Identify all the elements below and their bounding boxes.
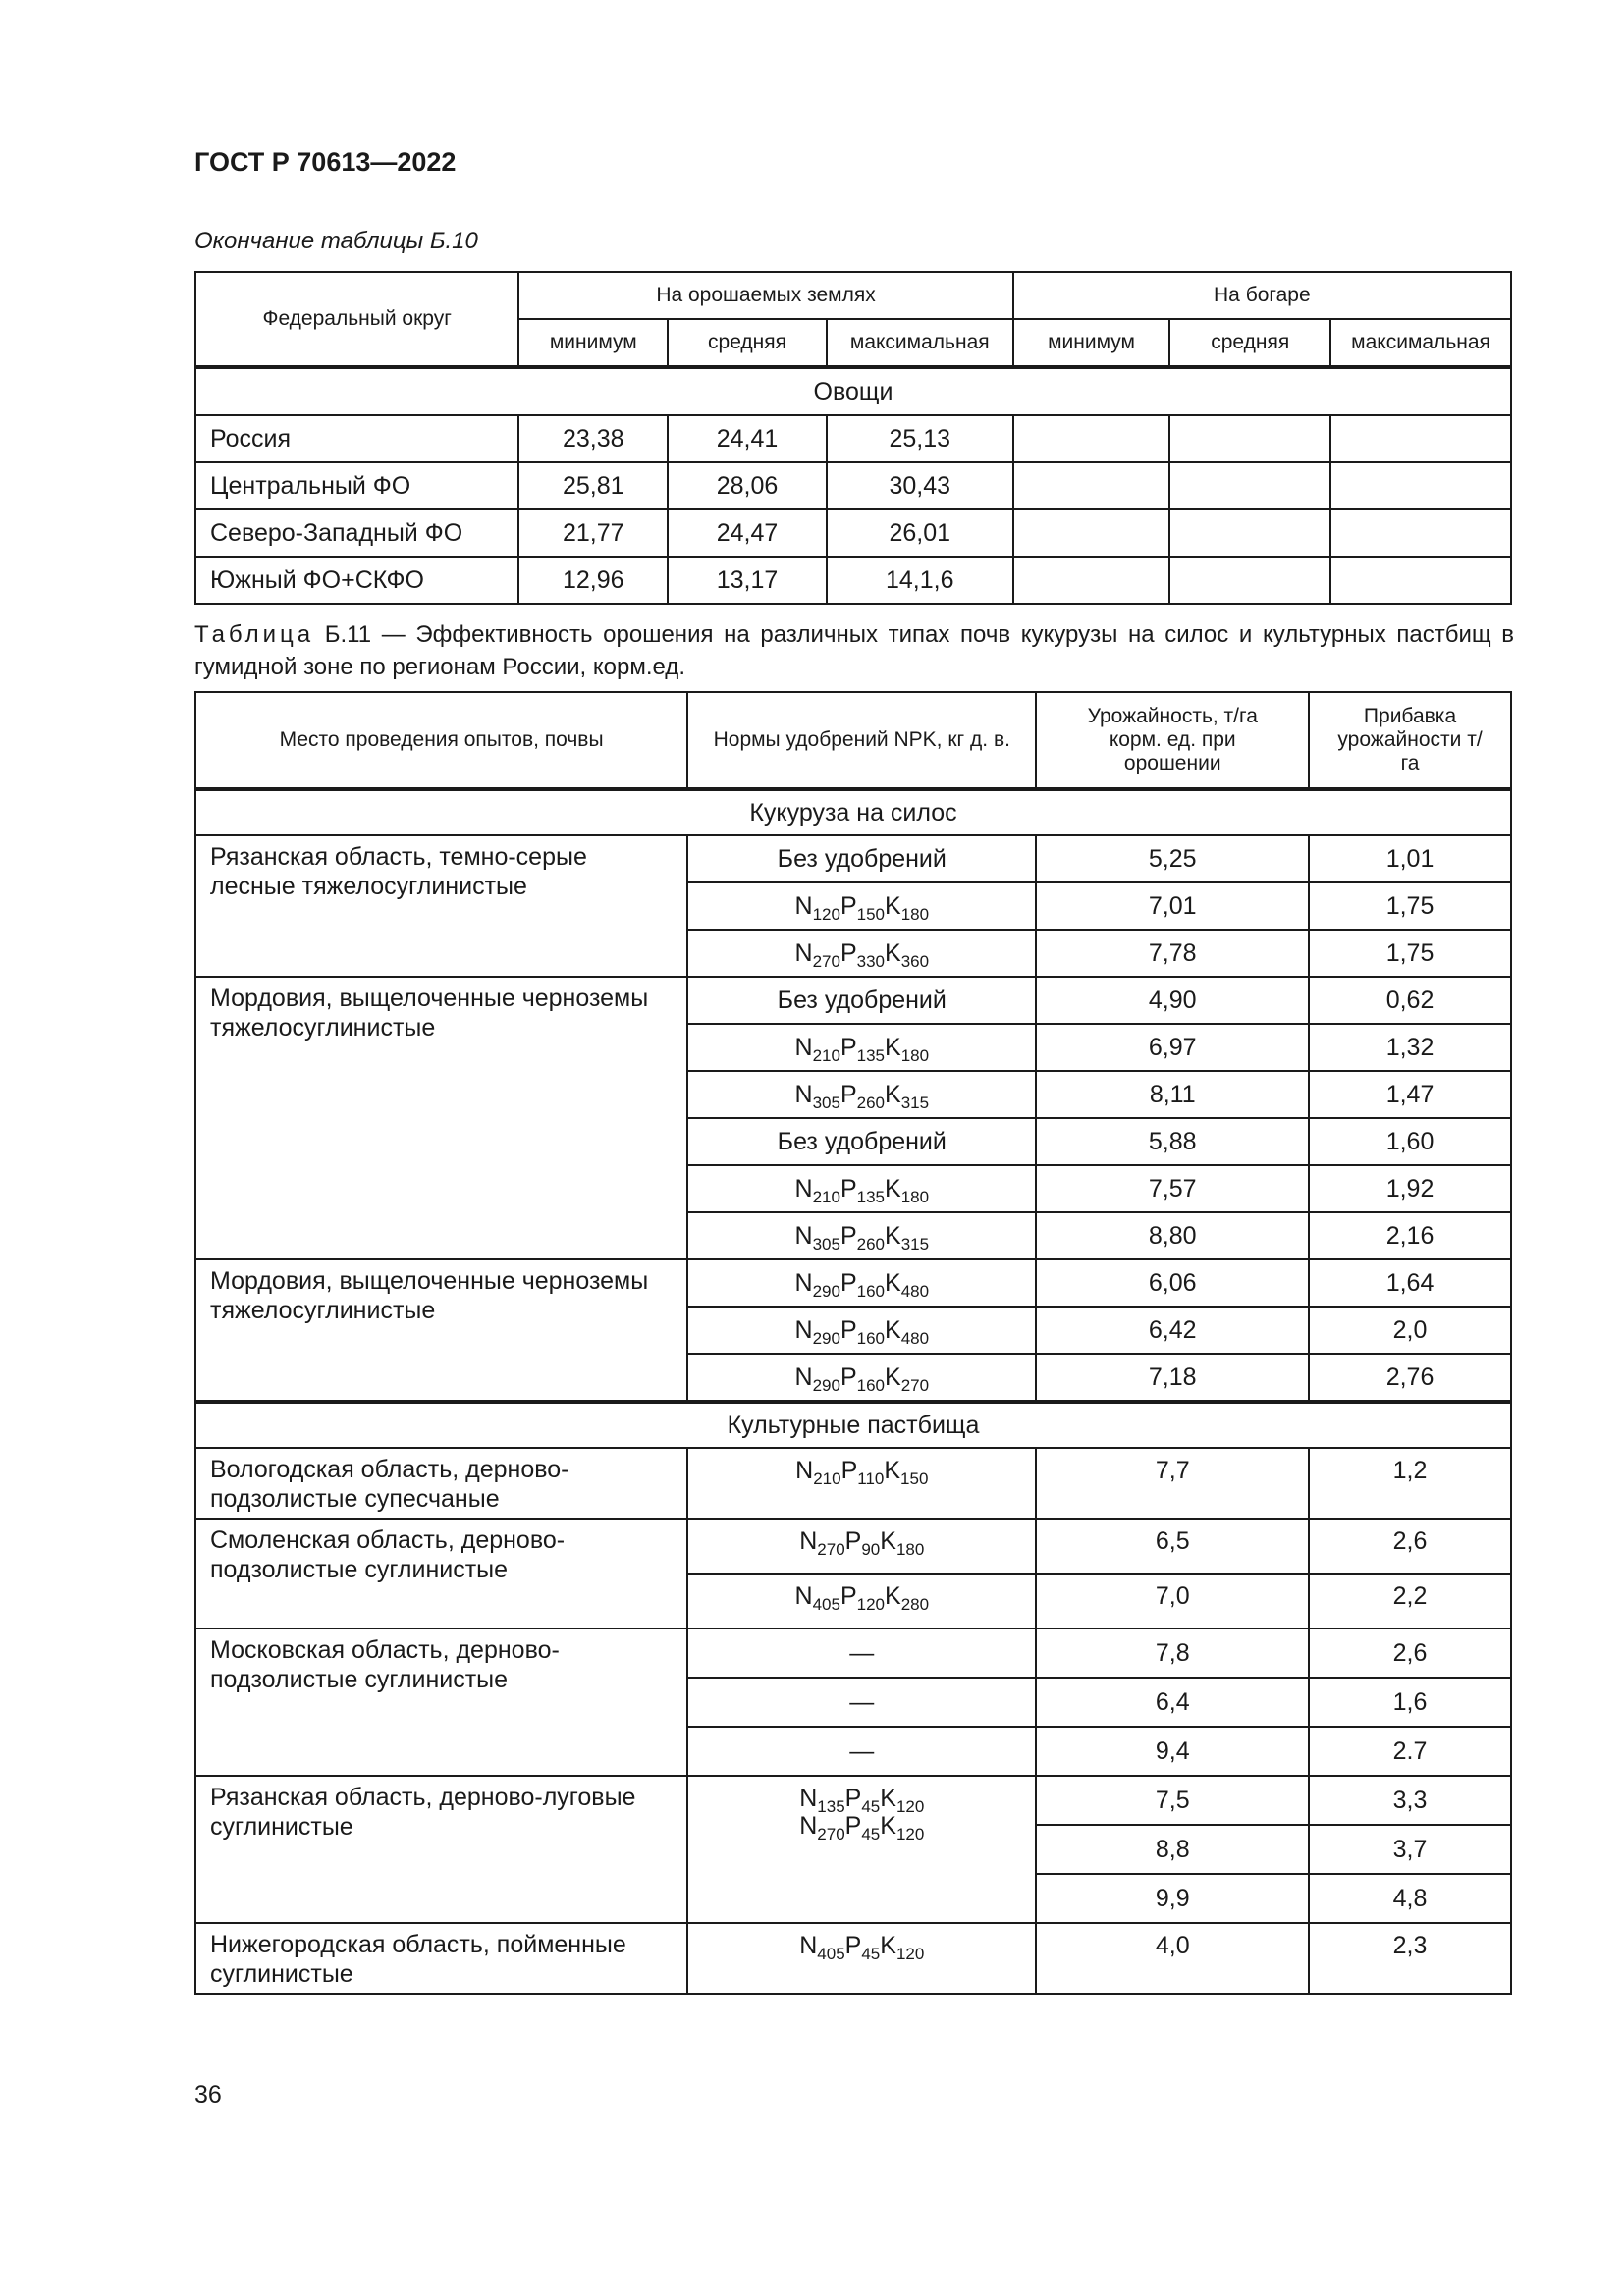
k-dose: 150 [900, 1469, 929, 1488]
k-dose: 280 [900, 1595, 930, 1614]
increase-cell: 1,47 [1309, 1071, 1511, 1118]
p-dose: 90 [861, 1540, 881, 1559]
yield-cell: 8,8 [1036, 1825, 1309, 1874]
col-header-yield: Урожайность, т/га корм. ед. при орошении [1036, 692, 1309, 789]
n-dose: 120 [812, 904, 840, 924]
value-cell: 25,81 [518, 462, 668, 509]
table-row [195, 835, 1511, 882]
yield-cell: 6,97 [1036, 1024, 1309, 1071]
empty-cell [1330, 509, 1511, 557]
col-header-increase: Прибавка урожайности т/га [1309, 692, 1511, 789]
place-cell: Нижегородская область, пойменные суглинистые [195, 1923, 687, 1994]
yield-cell: 8,11 [1036, 1071, 1309, 1118]
k-dose: 480 [900, 1281, 930, 1301]
norm-cell: $N_{405}P_{120}K_{280}$ [687, 1574, 1036, 1629]
increase-cell: 1,01 [1309, 835, 1511, 882]
p-dose: 160 [856, 1281, 885, 1301]
k-dose: 270 [900, 1375, 930, 1395]
subheader-min: минимум [518, 319, 668, 367]
norm-cell: — [687, 1629, 1036, 1678]
k-dose: 120 [895, 1797, 925, 1816]
n-dose: 270 [817, 1540, 845, 1559]
table-row [195, 1448, 1511, 1519]
increase-cell: 2,16 [1309, 1212, 1511, 1259]
n-dose: 305 [812, 1093, 840, 1112]
yield-cell: 9,4 [1036, 1727, 1309, 1776]
yield-cell: 4,0 [1036, 1923, 1309, 1994]
section-corn-silage: Кукуруза на силос [195, 789, 1511, 835]
n-dose: 290 [812, 1281, 840, 1301]
table-row [195, 462, 1511, 509]
n-dose: 270 [812, 951, 840, 971]
increase-cell: 2.7 [1309, 1727, 1511, 1776]
empty-cell [1013, 415, 1170, 462]
norm-cell: — [687, 1727, 1036, 1776]
norm-cell: Без удобрений [687, 977, 1036, 1024]
increase-cell: 3,3 [1309, 1776, 1511, 1825]
empty-cell [1330, 557, 1511, 604]
p-dose: 160 [856, 1328, 885, 1348]
yield-cell: 7,7 [1036, 1448, 1309, 1519]
p-dose: 135 [856, 1045, 885, 1065]
subheader-avg: средняя [668, 319, 827, 367]
increase-cell: 1,60 [1309, 1118, 1511, 1165]
norm-cell: $N_{290}P_{160}K_{480}$ [687, 1259, 1036, 1307]
increase-cell: 2,6 [1309, 1519, 1511, 1574]
table-b11 [194, 691, 1512, 1995]
norm-cell: $N_{210}P_{110}K_{150}$ [687, 1448, 1036, 1519]
k-dose: 180 [900, 1045, 930, 1065]
yield-cell: 6,06 [1036, 1259, 1309, 1307]
p-dose: 150 [856, 904, 885, 924]
p-dose: 135 [856, 1187, 885, 1206]
norm-cell: $N_{120}P_{150}K_{180}$ [687, 882, 1036, 930]
increase-cell: 1,92 [1309, 1165, 1511, 1212]
empty-cell [1169, 557, 1330, 604]
place-cell: Рязанская область, темно-серые лесные тяжелосуглинистые [195, 835, 687, 977]
p-dose: 160 [856, 1375, 885, 1395]
empty-cell [1169, 462, 1330, 509]
table1-caption: Окончание таблицы Б.10 [194, 228, 478, 254]
empty-cell [1013, 557, 1170, 604]
value-cell: 28,06 [668, 462, 827, 509]
empty-cell [1169, 509, 1330, 557]
increase-cell: 2,6 [1309, 1629, 1511, 1678]
norm-cell: — [687, 1678, 1036, 1727]
section-pastures: Культурные пастбища [195, 1402, 1511, 1448]
norm-cell: $N_{270}P_{90}K_{180}$ [687, 1519, 1036, 1574]
n-dose: 290 [812, 1328, 840, 1348]
col-header-irrigated: На орошаемых землях [518, 272, 1012, 319]
col-header-norms: Нормы удобрений NPK, кг д. в. [687, 692, 1036, 789]
place-cell: Мордовия, выщелоченные черноземы тяжелосуглинистые [195, 977, 687, 1259]
k-dose: 480 [900, 1328, 930, 1348]
p-dose: 45 [861, 1825, 881, 1843]
p-dose: 110 [857, 1469, 885, 1488]
k-dose: 360 [900, 951, 930, 971]
increase-cell: 2,3 [1309, 1923, 1511, 1994]
table2-caption [194, 618, 1514, 683]
p-dose: 45 [861, 1945, 881, 1963]
increase-cell: 2,2 [1309, 1574, 1511, 1629]
subheader-max: максимальная [1330, 319, 1511, 367]
norm-cell: Без удобрений [687, 1118, 1036, 1165]
yield-cell: 6,4 [1036, 1678, 1309, 1727]
value-cell: 24,41 [668, 415, 827, 462]
k-dose: 315 [900, 1093, 930, 1112]
norm-cell: $N_{290}P_{160}K_{270}$ [687, 1354, 1036, 1402]
region-cell: Южный ФО+СКФО [195, 557, 518, 604]
region-cell: Центральный ФО [195, 462, 518, 509]
k-dose: 120 [895, 1825, 925, 1843]
n-dose: 305 [812, 1234, 840, 1254]
table2-caption-label: Таблица [194, 621, 315, 648]
yield-cell: 8,80 [1036, 1212, 1309, 1259]
yield-cell: 7,18 [1036, 1354, 1309, 1402]
table-row [195, 1776, 1511, 1825]
increase-cell: 4,8 [1309, 1874, 1511, 1923]
n-dose: 290 [812, 1375, 840, 1395]
value-cell: 14,1,6 [827, 557, 1013, 604]
empty-cell [1013, 462, 1170, 509]
region-cell: Северо-Западный ФО [195, 509, 518, 557]
value-cell: 30,43 [827, 462, 1013, 509]
value-cell: 24,47 [668, 509, 827, 557]
value-cell: 25,13 [827, 415, 1013, 462]
norm-cell: $N_{290}P_{160}K_{480}$ [687, 1307, 1036, 1354]
yield-cell: 6,42 [1036, 1307, 1309, 1354]
k-dose: 180 [895, 1540, 925, 1559]
subheader-min: минимум [1013, 319, 1170, 367]
subheader-avg: средняя [1169, 319, 1330, 367]
n-dose: 405 [812, 1595, 840, 1614]
yield-cell: 7,8 [1036, 1629, 1309, 1678]
value-cell: 12,96 [518, 557, 668, 604]
increase-cell: 1,2 [1309, 1448, 1511, 1519]
table-row [195, 1629, 1511, 1678]
norm-cell: $N_{305}P_{260}K_{315}$ [687, 1212, 1036, 1259]
empty-cell [1330, 415, 1511, 462]
page-number: 36 [194, 2081, 222, 2109]
increase-cell: 2,0 [1309, 1307, 1511, 1354]
n-dose: 405 [817, 1945, 845, 1963]
yield-cell: 7,57 [1036, 1165, 1309, 1212]
increase-cell: 1,6 [1309, 1678, 1511, 1727]
increase-cell: 2,76 [1309, 1354, 1511, 1402]
table-row [195, 557, 1511, 604]
table-row [195, 1519, 1511, 1574]
k-dose: 315 [900, 1234, 930, 1254]
document-header: ГОСТ Р 70613—2022 [194, 147, 457, 177]
norm-cell: $N_{270}P_{330}K_{360}$ [687, 930, 1036, 977]
col-header-place: Место проведения опытов, почвы [195, 692, 687, 789]
table-row [195, 509, 1511, 557]
p-dose: 120 [856, 1595, 885, 1614]
p-dose: 260 [856, 1093, 885, 1112]
increase-cell: 0,62 [1309, 977, 1511, 1024]
n-dose: 270 [817, 1825, 845, 1843]
table-row [195, 415, 1511, 462]
yield-cell: 7,01 [1036, 882, 1309, 930]
value-cell: 21,77 [518, 509, 668, 557]
n-dose: 135 [817, 1797, 845, 1816]
place-cell: Смоленская область, дерново-подзолистые суглинистые [195, 1519, 687, 1629]
empty-cell [1169, 415, 1330, 462]
norm-cell: $N_{210}P_{135}K_{180}$ [687, 1165, 1036, 1212]
subheader-max: максимальная [827, 319, 1013, 367]
yield-cell: 5,88 [1036, 1118, 1309, 1165]
k-dose: 180 [900, 1187, 930, 1206]
n-dose: 210 [812, 1045, 840, 1065]
region-cell: Россия [195, 415, 518, 462]
yield-cell: 6,5 [1036, 1519, 1309, 1574]
col-header-district: Федеральный округ [195, 272, 518, 367]
increase-cell: 3,7 [1309, 1825, 1511, 1874]
value-cell: 13,17 [668, 557, 827, 604]
p-dose: 330 [856, 951, 885, 971]
p-dose: 260 [856, 1234, 885, 1254]
k-dose: 180 [900, 904, 930, 924]
table-row [195, 1923, 1511, 1994]
place-cell: Московская область, дерново-подзолистые суглинистые [195, 1629, 687, 1776]
empty-cell [1330, 462, 1511, 509]
place-cell: Рязанская область, дерново-луговые суглинистые [195, 1776, 687, 1923]
increase-cell: 1,32 [1309, 1024, 1511, 1071]
yield-cell: 4,90 [1036, 977, 1309, 1024]
value-cell: 26,01 [827, 509, 1013, 557]
norm-cell: $N_{305}P_{260}K_{315}$ [687, 1071, 1036, 1118]
empty-cell [1013, 509, 1170, 557]
norm-cell: Без удобрений [687, 835, 1036, 882]
value-cell: 23,38 [518, 415, 668, 462]
table2-caption-text: Б.11 — Эффективность орошения на различных типах почв кукурузы на силос и культурных пастбищ в гумидной зоне по регионам России, корм.ед. [194, 621, 1514, 680]
yield-cell: 7,0 [1036, 1574, 1309, 1629]
table-b10 [194, 271, 1512, 605]
increase-cell: 1,75 [1309, 882, 1511, 930]
yield-cell: 5,25 [1036, 835, 1309, 882]
yield-cell: 7,5 [1036, 1776, 1309, 1825]
p-dose: 45 [861, 1797, 881, 1816]
col-header-rainfed: На богаре [1013, 272, 1511, 319]
place-cell: Мордовия, выщелоченные черноземы тяжелосуглинистые [195, 1259, 687, 1402]
section-vegetables: Овощи [195, 367, 1511, 415]
table-row [195, 977, 1511, 1024]
table-row [195, 1259, 1511, 1307]
norm-cell: $N_{135}P_{45}K_{120}$ $N_{270}P_{45}K_{120}$ [687, 1776, 1036, 1923]
n-dose: 210 [812, 1187, 840, 1206]
increase-cell: 1,75 [1309, 930, 1511, 977]
increase-cell: 1,64 [1309, 1259, 1511, 1307]
yield-cell: 9,9 [1036, 1874, 1309, 1923]
place-cell: Вологодская область, дерново-подзолистые супесчаные [195, 1448, 687, 1519]
n-dose: 210 [813, 1469, 841, 1488]
norm-cell: $N_{405}P_{45}K_{120}$ [687, 1923, 1036, 1994]
norm-cell: $N_{210}P_{135}K_{180}$ [687, 1024, 1036, 1071]
yield-cell: 7,78 [1036, 930, 1309, 977]
k-dose: 120 [895, 1945, 925, 1963]
